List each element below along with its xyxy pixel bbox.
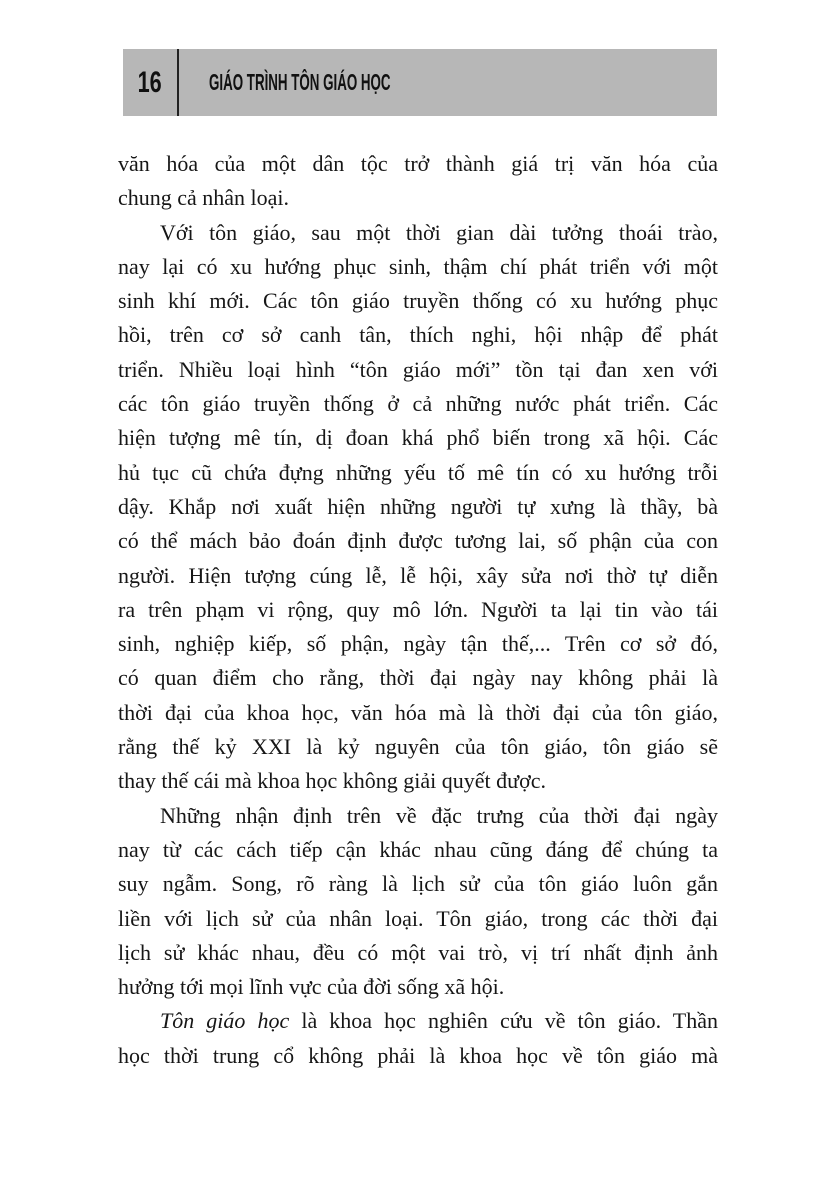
text-line: nay lại có xu hướng phục sinh, thậm chí phát triển với một [118, 253, 718, 279]
text-line: dậy. Khắp nơi xuất hiện những người tự xưng là thầy, bà [118, 493, 718, 519]
text-segment: là khoa học nghiên cứu về tôn giáo. Thần [289, 1008, 719, 1034]
text-line: có thể mách bảo đoán định được tương lai, số phận của con [118, 528, 718, 554]
text-line: hiện tượng mê tín, dị đoan khá phổ biến trong xã hội. Các [118, 425, 718, 451]
italic-term: Tôn giáo học [160, 1008, 290, 1034]
running-head-title: GIÁO TRÌNH TÔN GIÁO HỌC [209, 69, 391, 95]
text-line: Với tôn giáo, sau một thời gian dài tưởng thoái trào, [160, 219, 718, 245]
text-line: nay từ các cách tiếp cận khác nhau cũng đáng để chúng ta [118, 836, 718, 862]
text-line: sinh khí mới. Các tôn giáo truyền thống có xu hướng phục [118, 288, 718, 314]
paragraph [118, 1004, 718, 1073]
text-line: lịch sử khác nhau, đều có một vai trò, vị trí nhất định ảnh [118, 939, 718, 965]
text-line: thời đại của khoa học, văn hóa mà là thời đại của tôn giáo, [118, 699, 718, 725]
running-head-title-box [179, 49, 717, 116]
page-number-box [123, 49, 177, 116]
text-line: liền với lịch sử của nhân loại. Tôn giáo, trong các thời đại [118, 905, 718, 931]
text-line: suy ngẫm. Song, rõ ràng là lịch sử của tôn giáo luôn gắn [118, 871, 718, 897]
text-line: có quan điểm cho rằng, thời đại ngày nay không phải là [118, 665, 718, 691]
text-line: triển. Nhiều loại hình “tôn giáo mới” tồn tại đan xen với [118, 356, 718, 382]
text-line: hưởng tới mọi lĩnh vực của đời sống xã hội. [118, 974, 505, 1000]
paragraph [118, 216, 718, 799]
text-line: người. Hiện tượng cúng lễ, lễ hội, xây sửa nơi thờ tự diễn [118, 562, 718, 588]
body-text [118, 147, 718, 1073]
text-line: sinh, nghiệp kiếp, số phận, ngày tận thế,... Trên cơ sở đó, [118, 631, 718, 657]
text-line: ra trên phạm vi rộng, quy mô lớn. Người ta lại tin vào tái [118, 596, 718, 622]
page-number: 16 [137, 65, 163, 99]
text-line: rằng thế kỷ XXI là kỷ nguyên của tôn giáo, tôn giáo sẽ [118, 734, 718, 760]
text-line: văn hóa của một dân tộc trở thành giá trị văn hóa của [118, 151, 718, 176]
text-line: hồi, trên cơ sở canh tân, thích nghi, hội nhập để phát [118, 322, 718, 348]
text-line: thay thế cái mà khoa học không giải quyết được. [118, 768, 546, 794]
text-line: Những nhận định trên về đặc trưng của thời đại ngày [160, 802, 718, 828]
text-line: học thời trung cổ không phải là khoa học về tôn giáo mà [118, 1042, 718, 1068]
text-line: các tôn giáo truyền thống ở cả những nước phát triển. Các [118, 391, 718, 417]
paragraph [118, 147, 718, 216]
running-header [123, 49, 717, 116]
paragraph [118, 799, 718, 1005]
text-line: chung cả nhân loại. [118, 185, 290, 211]
text-line: hủ tục cũ chứa đựng những yếu tố mê tín có xu hướng trỗi [118, 459, 718, 485]
text-line [118, 1004, 718, 1038]
